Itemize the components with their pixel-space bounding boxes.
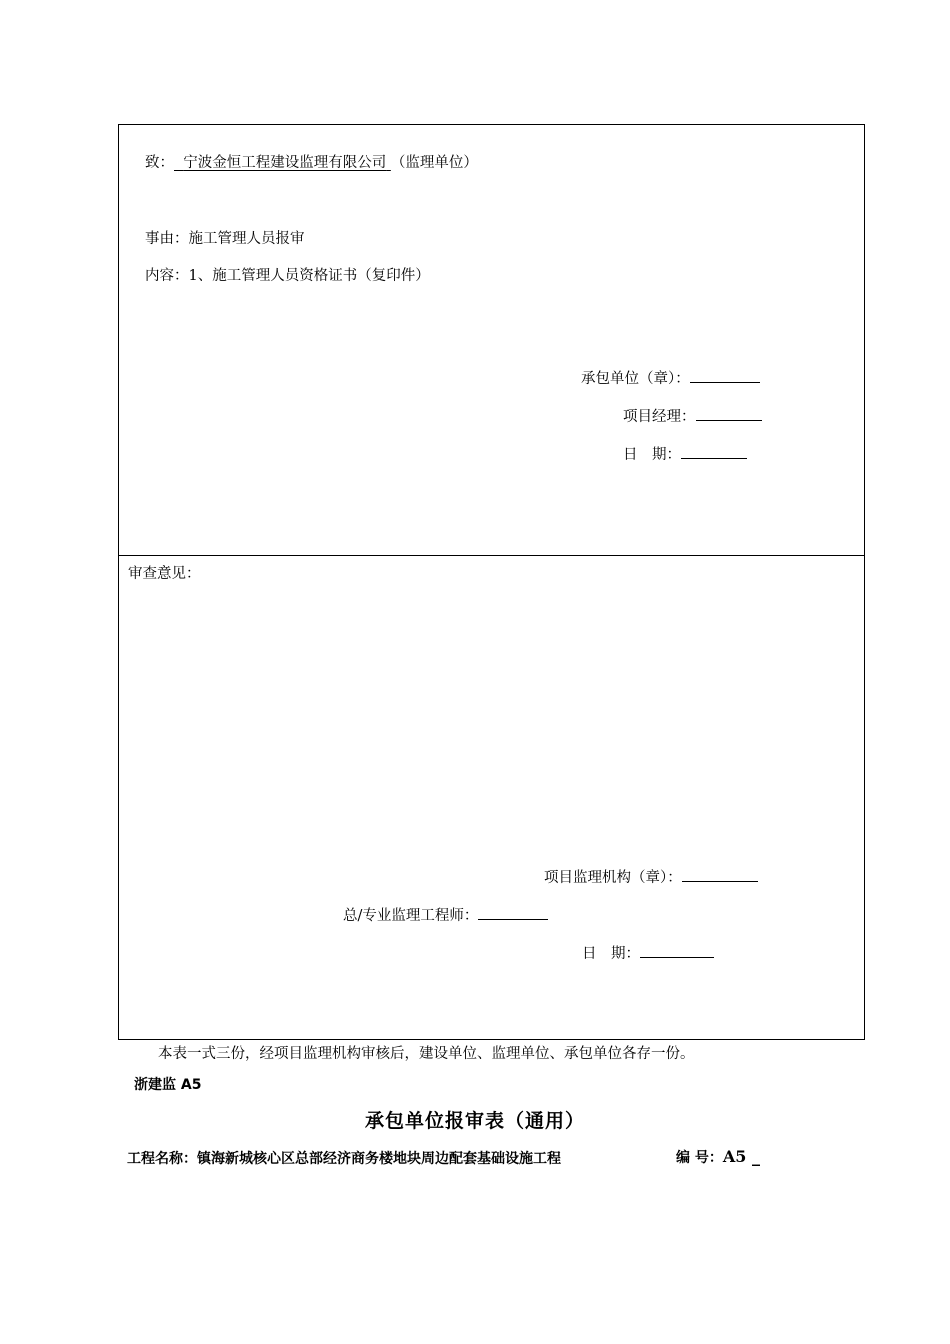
contractor-unit-label: 承包单位（章）：	[581, 371, 690, 387]
supervision-org-blank[interactable]	[682, 868, 758, 882]
chief-engineer-blank[interactable]	[478, 906, 548, 920]
date-label-2: 日 期：	[582, 946, 640, 962]
form-code: 浙建监 A5	[134, 1077, 202, 1093]
form-note: 本表一式三份，经项目监理机构审核后，建设单位、监理单位、承包单位各存一份。	[158, 1046, 695, 1062]
date-row-2	[582, 944, 714, 963]
date-blank-1[interactable]	[681, 445, 747, 459]
to-suffix: （监理单位）	[390, 155, 478, 171]
form-number-value: A5 _	[722, 1147, 760, 1166]
project-manager-row	[623, 407, 762, 426]
project-manager-label: 项目经理：	[623, 409, 696, 425]
project-manager-blank[interactable]	[696, 407, 762, 421]
form-title: 承包单位报审表（通用）	[364, 1110, 585, 1132]
to-prefix: 致：	[145, 155, 174, 171]
chief-engineer-row	[343, 906, 548, 925]
supervision-org-label: 项目监理机构（章）：	[544, 870, 682, 886]
date-blank-2[interactable]	[640, 944, 714, 958]
content-line: 内容：1、施工管理人员资格证书（复印件）	[145, 268, 430, 284]
review-opinion-label: 审查意见：	[128, 566, 201, 582]
date-label-1: 日 期：	[623, 447, 681, 463]
to-line	[145, 154, 478, 172]
supervision-org-row	[544, 868, 758, 887]
subject-line: 事由：施工管理人员报审	[145, 231, 305, 247]
contractor-unit-blank[interactable]	[690, 369, 760, 383]
form-number	[676, 1147, 760, 1167]
application-section	[118, 124, 865, 556]
contractor-unit-row	[581, 369, 760, 388]
chief-engineer-label: 总/专业监理工程师：	[343, 908, 479, 924]
date-row-1	[623, 445, 747, 464]
form-number-label: 编 号：	[676, 1150, 723, 1166]
review-section	[118, 555, 865, 1040]
project-name: 工程名称：镇海新城核心区总部经济商务楼地块周边配套基础设施工程	[127, 1151, 561, 1167]
to-company: 宁波金恒工程建设监理有限公司	[183, 155, 387, 171]
